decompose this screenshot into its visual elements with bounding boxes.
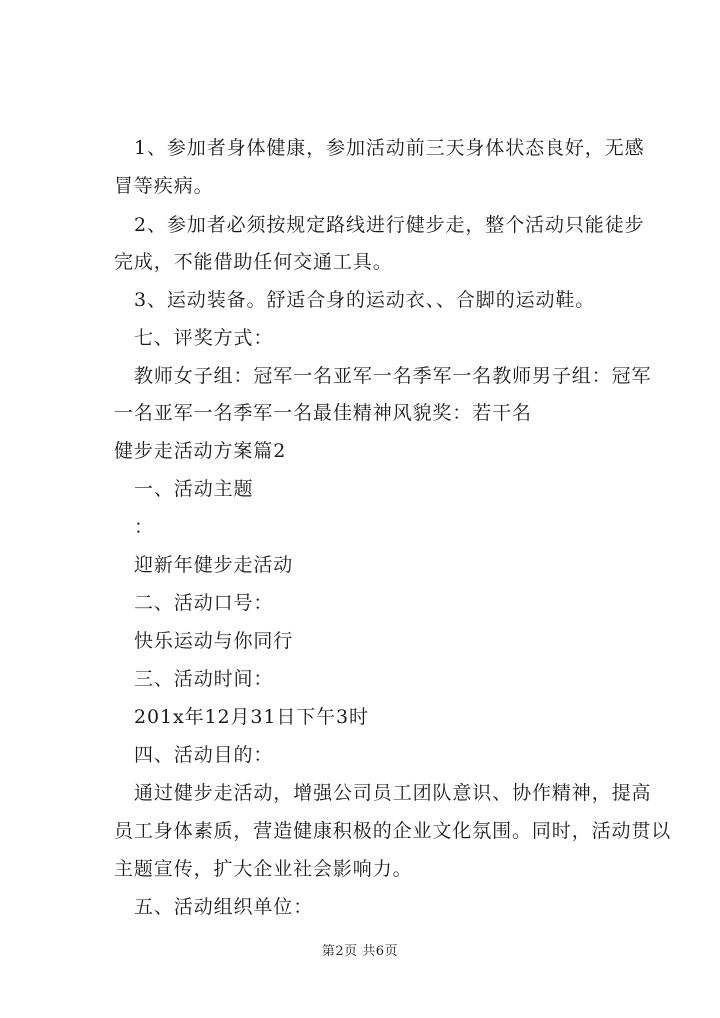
purpose-line-3: 主题宣传，扩大企业社会影响力。 [114, 858, 413, 880]
purpose-line-1: 通过健步走活动，增强公司员工团队意识、协作精神，提高 [134, 782, 652, 804]
section-heading-purpose: 四、活动目的： [134, 744, 274, 766]
article-title: 健步走活动方案篇2 [114, 440, 287, 462]
section-heading-organizer: 五、活动组织单位： [134, 896, 314, 918]
paragraph-line-1: 1、参加者身体健康，参加活动前三天身体状态良好，无感 [134, 137, 645, 159]
paragraph-line-3: 2、参加者必须按规定路线进行健步走，整个活动只能徒步 [134, 214, 645, 236]
theme-text: 迎新年健步走活动 [134, 554, 294, 576]
time-text: 201x年12月31日下午3时 [134, 706, 369, 728]
paragraph-line-4: 完成，不能借助任何交通工具。 [114, 251, 393, 273]
section-heading-time: 三、活动时间： [134, 668, 274, 690]
section-heading-slogan: 二、活动口号： [134, 592, 274, 614]
paragraph-line-8: 一名亚军一名季军一名最佳精神风貌奖：若干名 [114, 402, 532, 424]
slogan-text: 快乐运动与你同行 [134, 630, 294, 652]
section-heading-theme: 一、活动主题 [134, 478, 254, 500]
theme-colon: ： [134, 516, 154, 538]
paragraph-line-5: 3、运动装备。舒适合身的运动衣、、合脚的运动鞋。 [134, 289, 596, 311]
paragraph-line-2: 冒等疾病。 [114, 175, 214, 197]
page-footer: 第2页 共6页 [321, 944, 399, 959]
purpose-line-2: 员工身体素质，营造健康积极的企业文化氛围。同时，活动贯以 [114, 820, 672, 842]
section-heading-awards: 七、评奖方式： [134, 327, 274, 349]
paragraph-line-7: 教师女子组：冠军一名亚军一名季军一名教师男子组：冠军 [134, 365, 652, 387]
